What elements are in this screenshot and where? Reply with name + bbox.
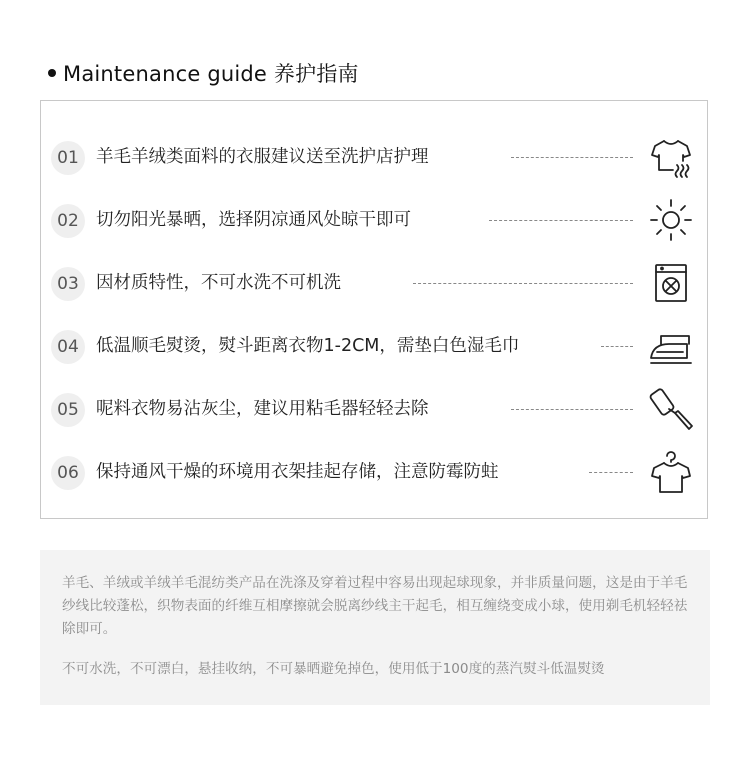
dotted-leader (511, 157, 633, 158)
item-text: 切勿阳光暴晒，选择阴凉通风处晾干即可 (96, 210, 411, 230)
guide-item-05 (41, 383, 709, 433)
item-text: 因材质特性，不可水洗不可机洗 (96, 273, 341, 293)
item-number: 05 (51, 393, 85, 427)
no-machine-wash-icon (647, 259, 695, 307)
guide-item-01 (41, 131, 709, 181)
item-text: 保持通风干燥的环境用衣架挂起存储，注意防霉防蛀 (96, 462, 499, 482)
item-number: 01 (51, 141, 85, 175)
guide-item-03 (41, 257, 709, 307)
item-text: 低温顺毛熨烫，熨斗距离衣物1-2CM，需垫白色湿毛巾 (96, 336, 520, 356)
guide-item-04 (41, 320, 709, 370)
item-text: 呢料衣物易沾灰尘，建议用粘毛器轻轻去除 (96, 399, 429, 419)
notes-paragraph-care: 不可水洗，不可漂白，悬挂收纳，不可暴晒避免掉色，使用低于100度的蒸汽熨斗低温熨烫 (62, 661, 605, 677)
notes-panel (40, 550, 710, 705)
tshirt-steam-icon (647, 133, 695, 181)
dotted-leader (489, 220, 633, 221)
section-header (48, 56, 359, 90)
maintenance-guide-list (40, 100, 708, 519)
dotted-leader (601, 346, 633, 347)
hanger-shirt-icon (647, 448, 695, 496)
guide-item-06 (41, 446, 709, 496)
sun-icon (647, 196, 695, 244)
notes-paragraph-pilling: 羊毛、羊绒或羊绒羊毛混纺类产品在洗涤及穿着过程中容易出现起球现象，并非质量问题，这是由于羊毛纱线比较蓬松，织物表面的纤维互相摩擦就会脱离纱线主干起毛，相互缠绕变成小球，使用剃毛机轻轻祛除即可。 (62, 575, 688, 637)
item-text: 羊毛羊绒类面料的衣服建议送至洗护店护理 (96, 147, 429, 167)
dotted-leader (511, 409, 633, 410)
iron-icon (647, 322, 695, 370)
bullet-dot (48, 69, 56, 77)
item-number: 06 (51, 456, 85, 490)
item-number: 04 (51, 330, 85, 364)
item-number: 02 (51, 204, 85, 238)
dotted-leader (589, 472, 633, 473)
item-number: 03 (51, 267, 85, 301)
dotted-leader (413, 283, 633, 284)
guide-item-02 (41, 194, 709, 244)
section-title: Maintenance guide 养护指南 (63, 62, 359, 86)
lint-roller-icon (647, 385, 695, 433)
